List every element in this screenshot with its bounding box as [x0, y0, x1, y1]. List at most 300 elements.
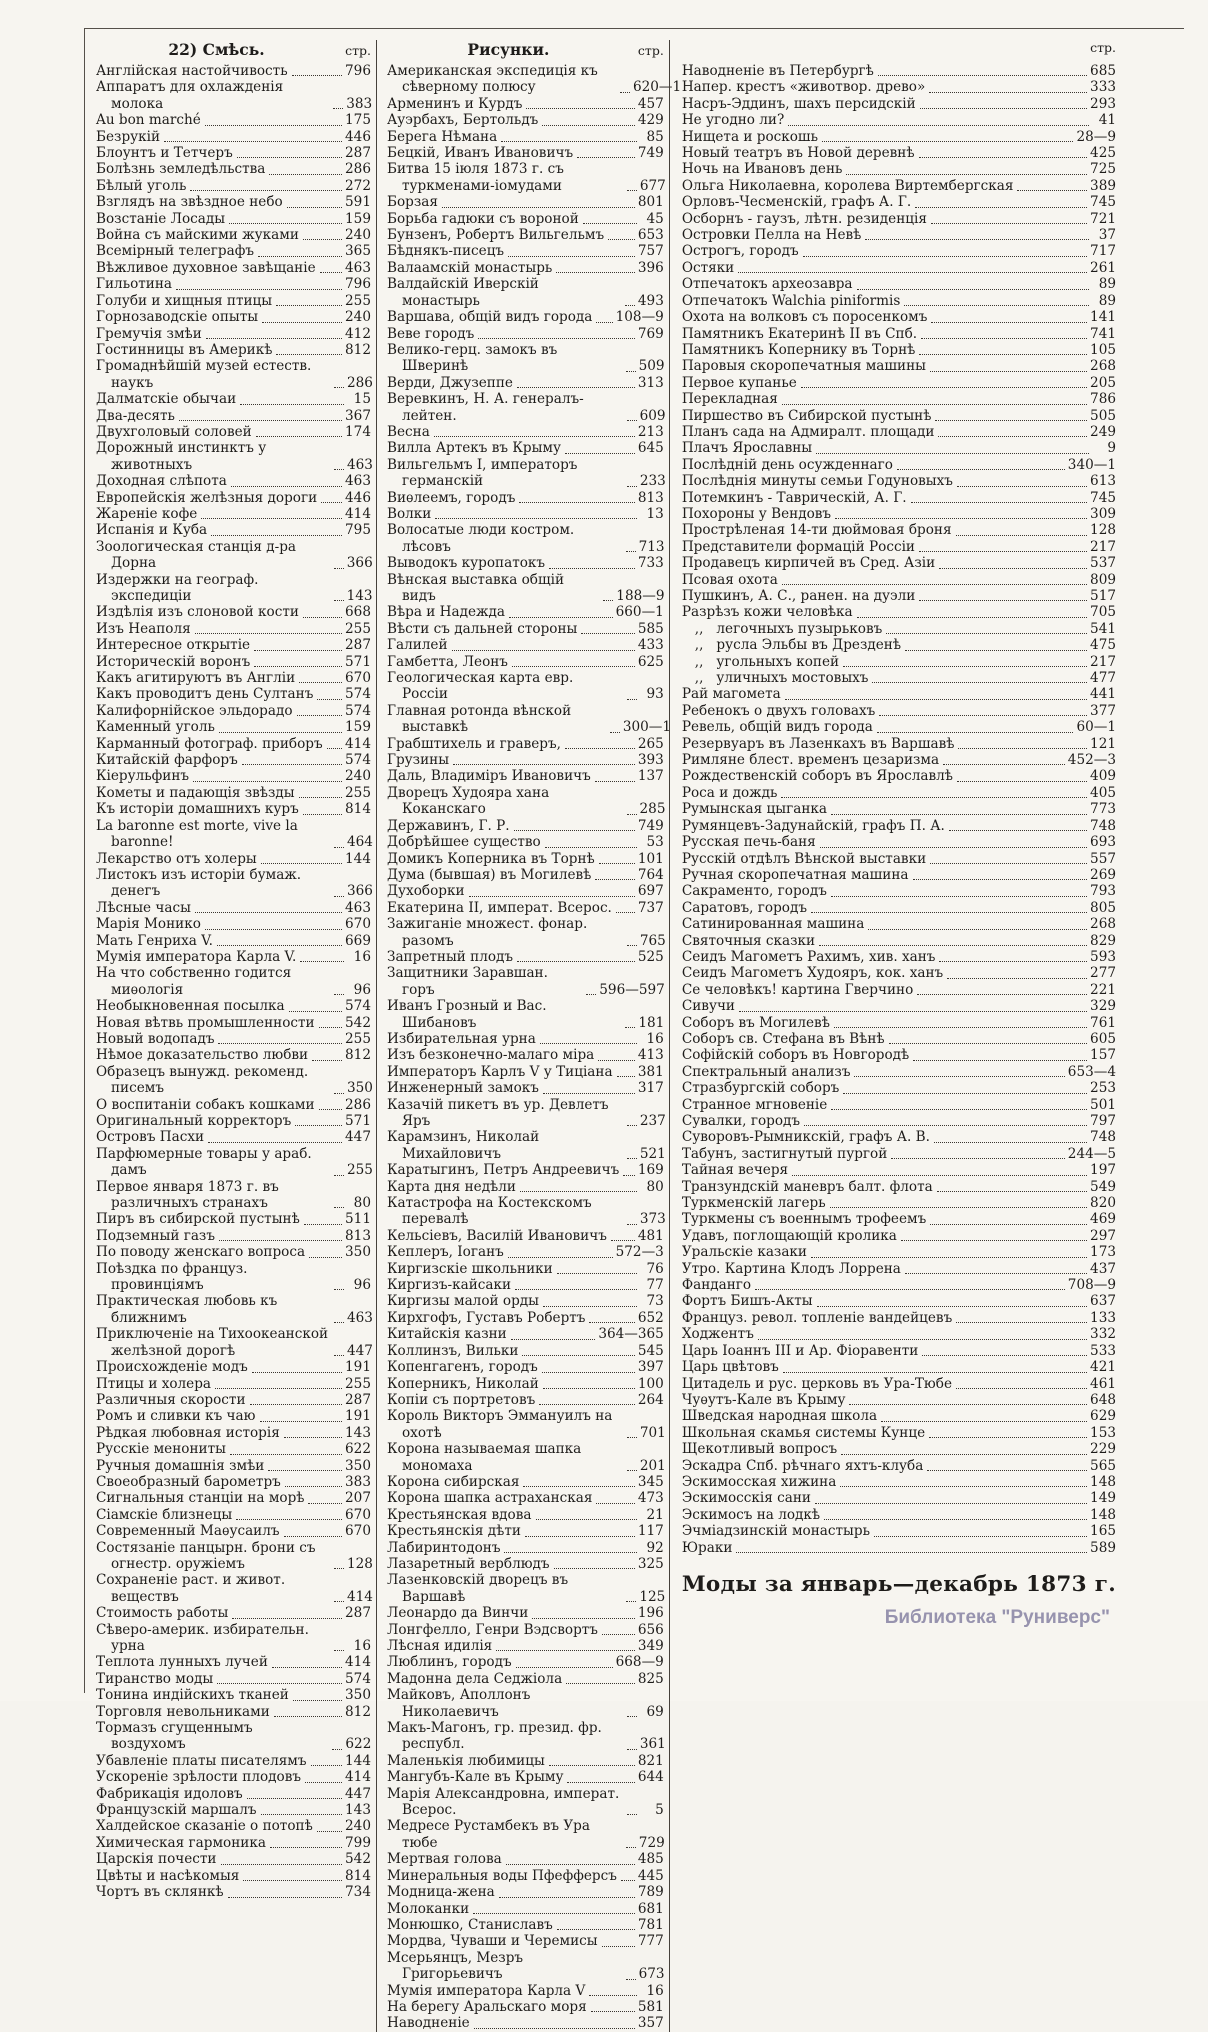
index-entry: [96, 1376, 371, 1392]
dot-leader: [815, 1503, 1087, 1504]
index-entry: [387, 1753, 664, 1769]
dot-leader: [822, 141, 1073, 142]
entry-page-number: 452—3: [1067, 752, 1116, 769]
index-entry: [387, 506, 664, 522]
dot-leader: [627, 1224, 637, 1225]
entry-title: Новый театръ въ Новой деревнѣ: [681, 145, 915, 162]
entry-page-number: 153: [1090, 1424, 1116, 1441]
entry-page-number: 795: [345, 522, 371, 539]
index-entry: [387, 1343, 664, 1359]
dot-leader: [596, 1503, 634, 1504]
entry-title: Доходная слѣпота: [96, 473, 227, 490]
index-entry: [682, 293, 1116, 309]
index-entry: [682, 1195, 1116, 1211]
entry-title: Волосатые люди костром. лѣсовъ: [386, 522, 575, 555]
dot-leader: [176, 289, 342, 290]
entry-title: Отпечатокъ Walchia piniformis: [681, 292, 901, 309]
dot-leader: [519, 502, 635, 503]
dot-leader: [319, 1027, 342, 1028]
index-entry: [682, 801, 1116, 817]
entry-page-number: 447: [345, 1129, 371, 1146]
index-entry: [682, 243, 1116, 259]
entry-page-number: 285: [639, 801, 666, 818]
index-entry: [682, 670, 1116, 686]
entry-title: Каменный уголь: [96, 719, 215, 736]
dot-leader: [920, 108, 1087, 109]
entry-page-number: 457: [637, 95, 664, 112]
dot-leader: [334, 1207, 344, 1208]
dot-leader: [913, 1060, 1087, 1061]
entry-title: Ольга Николаевна, королева Виртембергская: [681, 177, 1014, 194]
dot-leader: [917, 994, 1087, 995]
entry-title: Марія Монико: [96, 916, 201, 933]
dot-leader: [627, 1814, 637, 1815]
entry-page-number: 653: [637, 227, 664, 244]
entry-page-number: 249: [1090, 423, 1116, 440]
entry-title: Сигнальныя станціи на морѣ: [96, 1490, 305, 1507]
index-entry: [682, 982, 1116, 998]
entry-title: Голуби и хищныя птицы: [96, 292, 273, 309]
entry-title: Модница-жена: [386, 1884, 495, 1901]
index-entry: [96, 1654, 371, 1670]
entry-title: Памятникъ Екатеринѣ II въ Спб.: [681, 325, 918, 342]
entry-title: Калифорнійское эльдорадо: [96, 702, 293, 719]
entry-title: Острогъ, городъ: [681, 243, 799, 260]
dot-leader: [221, 1864, 343, 1865]
dot-leader: [915, 207, 1087, 208]
index-entry: [682, 112, 1116, 128]
entry-title: Державинъ, Г. Р.: [386, 817, 510, 834]
index-entry: [387, 572, 664, 605]
entry-page-number: 261: [1090, 259, 1116, 276]
entry-title: Новый водопадъ: [96, 1030, 215, 1047]
dot-leader: [599, 863, 635, 864]
entry-title: Бецкій, Иванъ Ивановичъ: [386, 145, 574, 162]
dot-leader: [919, 551, 1087, 552]
entry-title: Корона сибирская: [386, 1473, 520, 1490]
entry-title: Домикъ Коперника въ Торнѣ: [386, 850, 595, 867]
entry-title: Планъ сада на Адмиралт. площади: [681, 423, 935, 440]
index-entry: [96, 293, 371, 309]
entry-page-number: 365: [345, 243, 371, 260]
entry-page-number: 517: [1090, 588, 1116, 604]
entry-page-number: 269: [1090, 866, 1116, 883]
entry-page-number: 244—5: [1067, 1145, 1116, 1162]
column-title-miscellany: 22) Смѣсь.: [168, 40, 265, 59]
dot-leader: [517, 961, 635, 962]
entry-page-number: 511: [345, 1211, 371, 1228]
entry-page-number: 255: [345, 784, 371, 801]
entry-page-number: 781: [637, 1916, 664, 1933]
entry-title: Тонина индійскихъ тканей: [96, 1687, 289, 1704]
dot-leader: [931, 322, 1087, 323]
entry-title: Продавецъ кирпичей въ Сред. Азіи: [681, 555, 936, 572]
entry-page-number: 637: [1090, 1293, 1116, 1310]
index-entry: [387, 1490, 664, 1506]
index-entry: [387, 1884, 664, 1900]
dot-leader: [956, 1388, 1087, 1389]
entry-title: Какъ агитируютъ въ Англіи: [96, 670, 296, 687]
entry-page-number: 745: [1090, 194, 1116, 211]
index-entry: [96, 1015, 371, 1031]
dot-leader: [738, 272, 1087, 273]
index-entry: [682, 161, 1116, 177]
entry-title: Цвѣты и насѣкомыя: [96, 1867, 240, 1884]
index-entry: [96, 621, 371, 637]
entry-page-number: 265: [637, 735, 664, 752]
index-entry: [96, 1179, 371, 1212]
dot-leader: [565, 748, 635, 749]
entry-page-number: 717: [1090, 243, 1116, 260]
entry-title: Лазенковскій дворецъ въ Варшавѣ: [386, 1572, 569, 1605]
entry-page-number: 705: [1090, 604, 1116, 621]
dot-leader: [831, 814, 1087, 815]
entry-page-number: 670: [345, 1506, 371, 1523]
entry-title: Гремучія змѣи: [96, 325, 202, 342]
dot-leader: [610, 732, 620, 733]
index-entry: [682, 1261, 1116, 1277]
entry-page-number: 237: [639, 1113, 666, 1129]
index-entry: [96, 1326, 371, 1359]
dot-leader: [554, 1568, 635, 1569]
entry-title: Грузины: [386, 752, 450, 769]
entry-title: Веве городъ: [386, 325, 475, 342]
index-entry: [682, 1293, 1116, 1309]
entry-title: Плачъ Ярославны: [681, 440, 813, 457]
entry-page-number: 143: [345, 1424, 371, 1441]
dot-leader: [598, 1060, 635, 1061]
index-entry: [96, 1753, 371, 1769]
entry-page-number: 144: [345, 850, 371, 867]
entry-page-number: 148: [1090, 1473, 1116, 1490]
index-entry: [387, 1474, 664, 1490]
index-entry: [96, 867, 371, 900]
entry-page-number: 433: [637, 637, 664, 654]
entry-title: Издѣлія изъ слоновой кости: [96, 604, 299, 621]
entry-title: Киргизы малой орды: [386, 1293, 539, 1310]
dot-leader: [303, 617, 342, 618]
entry-page-number: 571: [345, 1113, 371, 1129]
dot-leader: [231, 486, 342, 487]
entry-page-number: 240: [345, 227, 371, 244]
entry-page-number: 793: [1090, 883, 1116, 900]
index-entry: [387, 96, 664, 112]
index-entry: [96, 1097, 371, 1113]
dot-leader: [627, 1749, 637, 1750]
entry-title: Сатинированная машина: [681, 916, 865, 933]
column-miscellany: [96, 40, 376, 2032]
entry-title: Коллинзъ, Вильки: [386, 1342, 519, 1359]
index-entry: [96, 572, 371, 605]
entry-page-number: 749: [637, 817, 664, 834]
index-entry: [682, 654, 1116, 670]
dot-leader: [817, 1306, 1087, 1307]
dot-leader: [627, 1716, 637, 1717]
dot-leader: [289, 1011, 342, 1012]
index-entry: [682, 1392, 1116, 1408]
index-entry: [387, 1293, 664, 1309]
entry-title: Ауэрбахъ, Бертольдъ: [386, 112, 539, 129]
entry-page-number: 201: [639, 1457, 666, 1474]
entry-title: Эскимосъ на лодкѣ: [681, 1506, 821, 1523]
entry-title: Мордва, Чуваши и Черемисы: [386, 1933, 598, 1950]
entry-page-number: 213: [637, 423, 664, 440]
index-entry: [96, 309, 371, 325]
entry-page-number: 708—9: [1067, 1277, 1116, 1294]
dot-leader: [215, 1388, 342, 1389]
index-entry: [682, 1523, 1116, 1539]
index-entry: [96, 1818, 371, 1834]
entry-page-number: 414: [345, 1654, 371, 1671]
dot-leader: [919, 600, 1087, 601]
entry-page-number: 463: [346, 456, 373, 473]
entry-page-number: 37: [1098, 227, 1116, 244]
index-entry: [96, 326, 371, 342]
index-entry: [682, 506, 1116, 522]
index-entry: [387, 1064, 664, 1080]
entry-title: Первое января 1873 г. въ различныхъ странахъ: [96, 1178, 279, 1212]
entry-title: Бѣлый уголь: [96, 177, 187, 194]
dot-leader: [549, 568, 635, 569]
entry-page-number: 169: [637, 1162, 664, 1179]
entry-page-number: 108—9: [615, 309, 664, 326]
entry-page-number: 820: [1090, 1195, 1116, 1212]
entry-title: Разрѣзъ кожи человѣка: [681, 604, 853, 621]
entry-page-number: 421: [1090, 1359, 1116, 1376]
entry-page-number: 396: [637, 259, 664, 276]
index-entry: [387, 1441, 664, 1474]
index-entry: [96, 1425, 371, 1441]
dot-leader: [849, 1404, 1087, 1405]
index-entry: [682, 326, 1116, 342]
dot-leader: [256, 436, 342, 437]
index-entry: [682, 391, 1116, 407]
dot-leader: [452, 650, 635, 651]
entry-title: Гостинницы въ Америкѣ: [96, 341, 273, 358]
index-entry: [387, 1851, 664, 1867]
entry-page-number: 769: [637, 325, 664, 342]
entry-title: Издержки на географ. экспедиціи: [96, 571, 259, 604]
entry-page-number: 405: [1090, 784, 1116, 801]
dot-leader: [824, 1519, 1087, 1520]
entry-title: Тормазъ сгущеннымъ воздухомъ: [96, 1720, 253, 1753]
dot-leader: [1017, 190, 1087, 191]
entry-page-number: 777: [637, 1933, 664, 1950]
dot-leader: [596, 322, 612, 323]
dot-leader: [543, 1093, 635, 1094]
entry-page-number: 240: [345, 1818, 371, 1835]
index-entry: [682, 1244, 1116, 1260]
index-entry: [96, 604, 371, 620]
entry-page-number: 805: [1090, 899, 1116, 916]
entry-page-number: 21: [646, 1506, 664, 1523]
index-entry: [96, 243, 371, 259]
dot-leader: [303, 239, 342, 240]
index-entry: [682, 1441, 1116, 1457]
entry-page-number: 477: [1090, 670, 1116, 687]
dot-leader: [938, 436, 1087, 437]
entry-page-number: 287: [345, 1391, 371, 1408]
entry-page-number: 173: [1090, 1244, 1116, 1261]
dot-leader: [258, 256, 342, 257]
index-entry: [387, 1687, 664, 1720]
dot-leader: [626, 1847, 636, 1848]
dot-leader: [164, 141, 342, 142]
index-entry: [682, 1080, 1116, 1096]
dot-leader: [469, 896, 635, 897]
entry-title: Парфюмерные товары у араб. дамъ: [96, 1145, 312, 1179]
index-entry: [96, 1868, 371, 1884]
entry-page-number: 813: [637, 489, 664, 506]
entry-page-number: 821: [637, 1752, 664, 1769]
dot-leader: [739, 1011, 1087, 1012]
index-entry: [387, 276, 664, 309]
entry-page-number: 340—1: [1067, 456, 1116, 473]
entry-page-number: 670: [345, 1523, 371, 1540]
index-entry: [387, 227, 664, 243]
entry-title: Борьба гадюки съ вороной: [386, 210, 579, 227]
dot-leader: [334, 896, 344, 897]
dot-leader: [236, 1519, 342, 1520]
dot-leader: [525, 1536, 635, 1537]
index-entry: [682, 1179, 1116, 1195]
dot-leader: [540, 1043, 637, 1044]
entry-page-number: 537: [1090, 555, 1116, 572]
index-entry: [387, 1523, 664, 1539]
entry-title: Ребенокъ о двухъ головахъ: [681, 702, 876, 719]
entry-page-number: 814: [345, 1867, 371, 1884]
entry-page-number: 541: [1090, 620, 1116, 637]
entry-title: Не угодно ли?: [681, 112, 785, 129]
entry-page-number: 693: [1090, 834, 1116, 851]
entry-title: Приключеніе на Тихоокеанской желѣзной дорогѣ: [96, 1326, 329, 1359]
entry-page-number: 287: [345, 637, 371, 654]
dot-leader: [508, 1257, 613, 1258]
entry-page-number: 813: [345, 1227, 371, 1244]
entry-page-number: 181: [638, 1014, 665, 1031]
index-entry: [387, 1359, 664, 1375]
dot-leader: [304, 1224, 342, 1225]
entry-title: Далматскіе обычаи: [96, 391, 237, 408]
index-entry-list-miscellany: [96, 63, 371, 1901]
dot-leader: [270, 1847, 342, 1848]
entry-page-number: 796: [345, 276, 371, 293]
entry-page-number: 73: [646, 1293, 664, 1310]
page-abbrev-label: стр.: [1090, 40, 1116, 55]
entry-page-number: 729: [638, 1834, 665, 1851]
entry-page-number: 521: [639, 1145, 666, 1162]
index-entry: [682, 621, 1116, 637]
entry-title: Корона шапка астраханская: [386, 1490, 593, 1507]
index-entry: [387, 1572, 664, 1605]
entry-page-number: 413: [637, 1047, 664, 1064]
entry-page-number: 121: [1090, 735, 1116, 752]
entry-title: Геологическая карта евр. Россіи: [386, 670, 574, 703]
entry-title: Киргизъ-кайсаки: [386, 1277, 512, 1294]
entry-page-number: 357: [637, 2015, 664, 2032]
index-entry: [682, 1359, 1116, 1375]
entry-page-number: 13: [646, 505, 664, 522]
dot-leader: [523, 1486, 634, 1487]
dot-leader: [334, 1601, 344, 1602]
entry-page-number: 414: [346, 1588, 373, 1605]
entry-page-number: 574: [345, 686, 371, 703]
index-entry: [96, 358, 371, 391]
index-entry: [96, 1474, 371, 1490]
entry-title: Весна: [386, 423, 430, 440]
entry-title: Зажиганіе множест. фонар. разомъ: [386, 916, 588, 949]
entry-title: Ускореніе зрѣлости плодовъ: [96, 1769, 302, 1786]
index-entry: [96, 900, 371, 916]
entry-title: Къ исторіи домашнихъ куръ: [96, 801, 299, 818]
index-entry: [387, 834, 664, 850]
dot-leader: [565, 453, 635, 454]
dot-leader: [602, 1634, 635, 1635]
entry-page-number: 272: [345, 177, 371, 194]
index-entry: [96, 851, 371, 867]
index-entry: [682, 1097, 1116, 1113]
entry-title: Вѣнская выставка общій видъ: [386, 571, 565, 604]
index-entry: [682, 227, 1116, 243]
entry-title: Вѣра и Надежда: [386, 604, 506, 621]
index-entry: [682, 1376, 1116, 1392]
index-entry: [682, 79, 1116, 95]
index-entry: [96, 408, 371, 424]
entry-title: Европейскія желѣзныя дороги: [96, 489, 318, 506]
index-entry: [682, 851, 1116, 867]
dot-leader: [261, 1814, 342, 1815]
entry-title: Эскадра Спб. рѣчнаго яхтъ-клуба: [681, 1457, 924, 1474]
entry-title: Сувалки, городъ: [681, 1113, 801, 1129]
entry-page-number: 287: [345, 145, 371, 162]
entry-title: Безрукій: [96, 128, 161, 145]
column-title-illustrations: Рисунки.: [467, 40, 550, 59]
entry-title: Соборъ въ Могилевѣ: [681, 1014, 830, 1031]
dot-leader: [516, 1667, 613, 1668]
dot-leader: [930, 1224, 1087, 1225]
dot-leader: [881, 1421, 1087, 1422]
dot-leader: [179, 420, 342, 421]
dot-leader: [526, 108, 635, 109]
entry-title: Казачій пикетъ въ ур. Девлетъ Яръ: [386, 1096, 609, 1129]
entry-title: Теплота лунныхъ лучей: [96, 1654, 268, 1671]
entry-page-number: 668: [345, 604, 371, 621]
dot-leader: [545, 847, 637, 848]
dot-leader: [803, 256, 1087, 257]
index-entry: [682, 637, 1116, 653]
index-entry: [96, 818, 371, 851]
entry-title: Соборъ св. Стефана въ Вѣнѣ: [681, 1030, 885, 1047]
dot-leader: [319, 1109, 342, 1110]
entry-title: Рождественскій соборъ въ Ярославлѣ: [681, 768, 953, 785]
index-entry: [96, 473, 371, 489]
entry-title: Копіи съ портретовъ: [386, 1391, 536, 1408]
index-entry: [682, 916, 1116, 932]
entry-page-number: 144: [345, 1752, 371, 1769]
entry-title: Главная ротонда вѣнской выставкѣ: [386, 702, 572, 736]
entry-page-number: 670: [345, 916, 371, 933]
index-entry: [96, 1146, 371, 1179]
entry-page-number: 80: [646, 1178, 664, 1195]
entry-title: Юраки: [681, 1539, 733, 1556]
dot-leader: [299, 682, 342, 683]
entry-page-number: 653—4: [1067, 1063, 1116, 1080]
index-entry: [387, 211, 664, 227]
entry-page-number: 329: [1090, 998, 1116, 1015]
entry-title: Мадонна дела Седжіола: [386, 1670, 563, 1687]
entry-page-number: 377: [1090, 702, 1116, 719]
entry-page-number: 585: [637, 620, 664, 637]
